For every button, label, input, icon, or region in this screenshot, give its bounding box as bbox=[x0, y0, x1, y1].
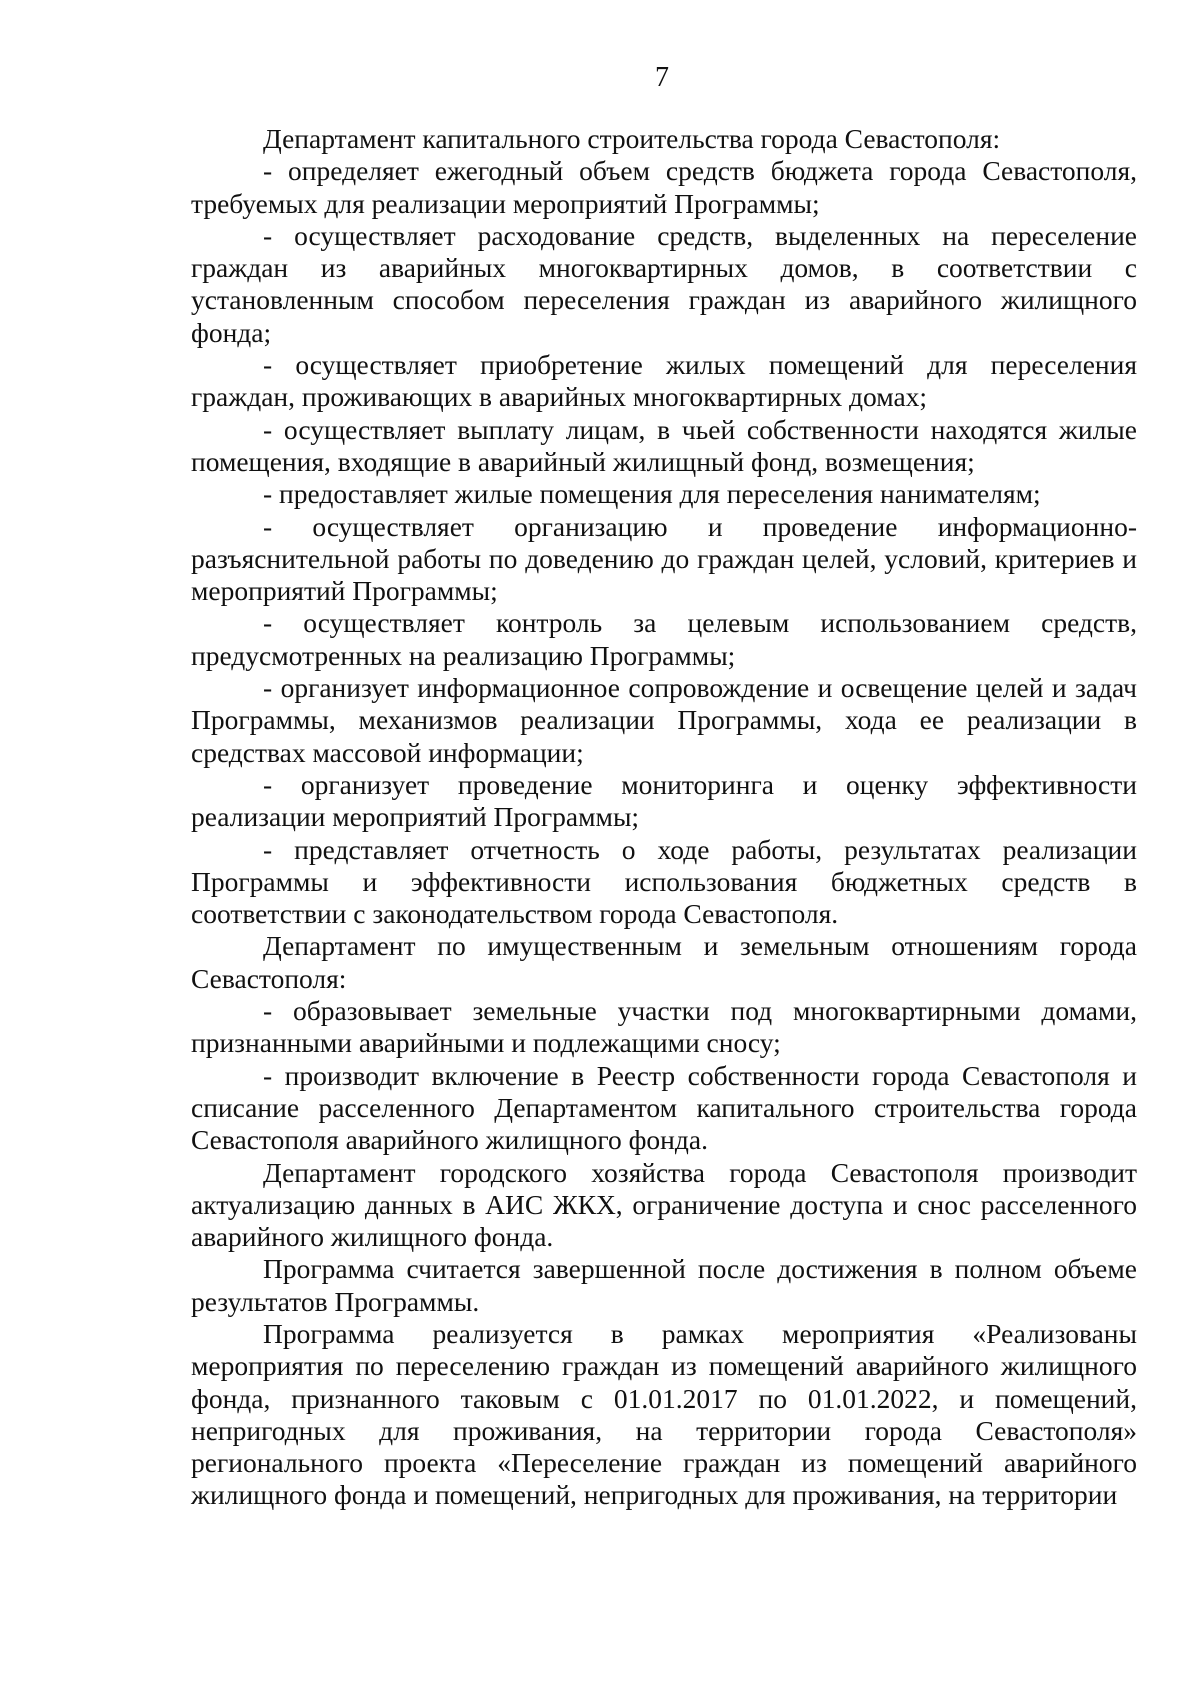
paragraph: - предоставляет жилые помещения для переселения нанимателям; bbox=[263, 478, 1041, 510]
paragraph: Программа считается завершенной после достижения в полном объеме результатов Программы. bbox=[191, 1253, 1137, 1317]
paragraph: - производит включение в Реестр собственности города Севастополя и списание расселенного Департаментом капитального строительства города Севастополя аварийного жилищного фонда. bbox=[191, 1059, 1137, 1156]
paragraph: Программа реализуется в рамках мероприятия «Реализованы мероприятия по переселению граждан из помещений аварийного жилищного фонда, признанного таковым с 01.01.2017 по 01.01.2022, и помещений, непригодных для проживания, на территории города Севастополя» регионального проекта «Переселение граждан из помещений аварийного жилищного фонда и помещений, непригодных для проживания, на территории bbox=[191, 1317, 1137, 1511]
paragraph: - образовывает земельные участки под многоквартирными домами, признанными аварийными и подлежащими сносу; bbox=[191, 995, 1137, 1059]
paragraph: - осуществляет приобретение жилых помещений для переселения граждан, проживающих в аварийных многоквартирных домах; bbox=[191, 349, 1137, 413]
paragraph: - организует информационное сопровождение и освещение целей и задач Программы, механизмов реализации Программы, хода ее реализации в средствах массовой информации; bbox=[191, 672, 1137, 768]
paragraph: - определяет ежегодный объем средств бюджета города Севастополя, требуемых для реализации мероприятий Программы; bbox=[191, 155, 1137, 219]
paragraph: - осуществляет выплату лицам, в чьей собственности находятся жилые помещения, входящие в аварийный жилищный фонд, возмещения; bbox=[191, 413, 1137, 477]
paragraph: - представляет отчетность о ходе работы, результатах реализации Программы и эффективности использования бюджетных средств в соответствии с законодательством города Севастополя. bbox=[191, 833, 1137, 930]
document-body bbox=[191, 123, 1137, 1512]
page-number: 7 bbox=[655, 62, 669, 93]
paragraph: - осуществляет расходование средств, выделенных на переселение граждан из аварийных многоквартирных домов, в соответствии с установленным способом переселения граждан из аварийного жилищного фонда; bbox=[191, 219, 1137, 348]
paragraph: Департамент городского хозяйства города Севастополя производит актуализацию данных в АИС ЖКХ, ограничение доступа и снос расселенного аварийного жилищного фонда. bbox=[191, 1156, 1137, 1253]
paragraph: - организует проведение мониторинга и оценку эффективности реализации мероприятий Программы; bbox=[191, 768, 1137, 833]
paragraph: Департамент капитального строительства города Севастополя: bbox=[263, 123, 1001, 154]
paragraph: Департамент по имущественным и земельным отношениям города Севастополя: bbox=[191, 930, 1137, 994]
paragraph: - осуществляет контроль за целевым использованием средств, предусмотренных на реализацию Программы; bbox=[191, 607, 1137, 671]
paragraph: - осуществляет организацию и проведение информационно-разъяснительной работы по доведению до граждан целей, условий, критериев и мероприятий Программы; bbox=[191, 510, 1137, 607]
